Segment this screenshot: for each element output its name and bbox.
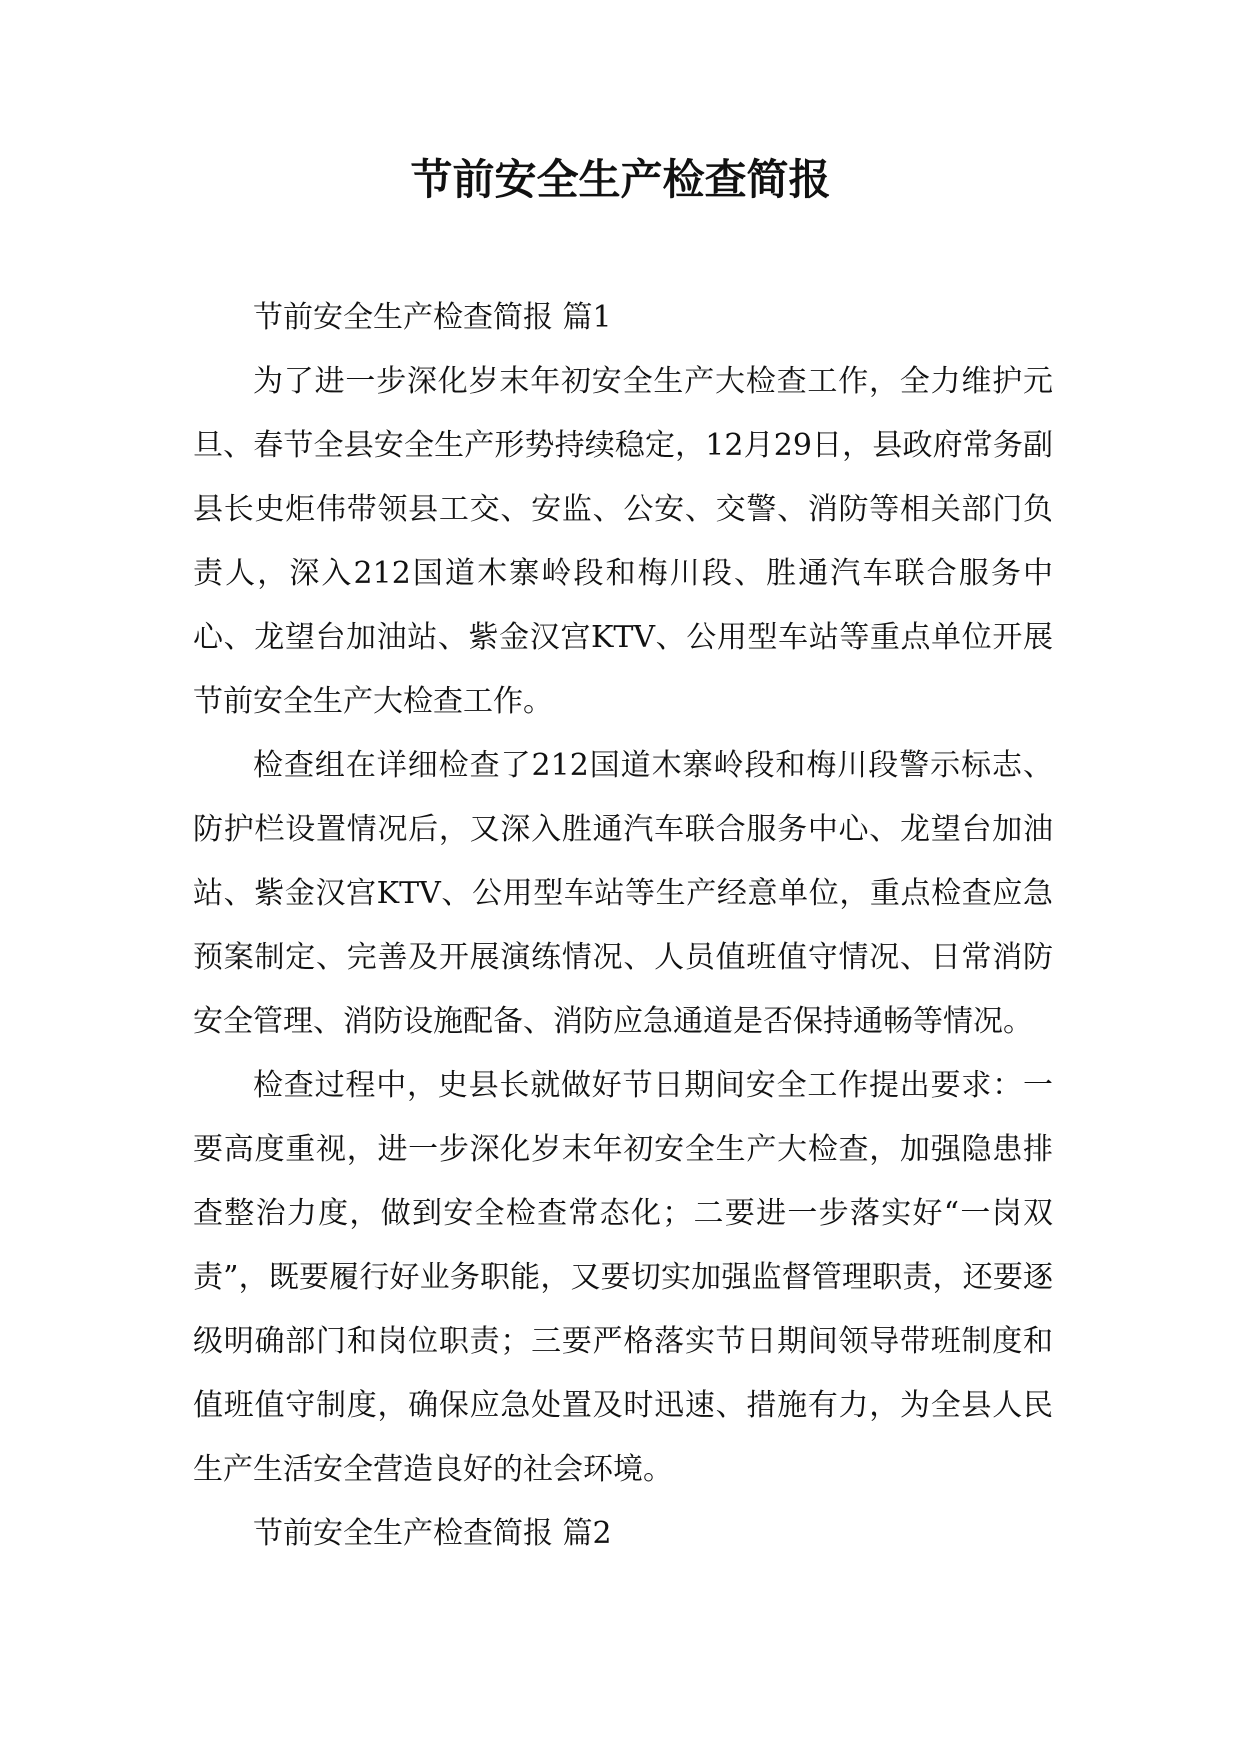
document-body bbox=[193, 286, 1053, 1566]
section-heading-1: 节前安全生产检查简报 篇1 bbox=[253, 300, 612, 335]
paragraph-3: 检查过程中，史县长就做好节日期间安全工作提出要求：一要高度重视，进一步深化岁末年初安全生产大检查，加强隐患排查整治力度，做到安全检查常态化；二要进一步落实好“一岗双责”，既要履行好业务职能，又要切实加强监督管理职责，还要逐级明确部门和岗位职责；三要严格落实节日期间领导带班制度和值班值守制度，确保应急处置及时迅速、措施有力，为全县人民生产生活安全营造良好的社会环境。 bbox=[193, 1068, 1053, 1487]
section-heading-2: 节前安全生产检查简报 篇2 bbox=[253, 1516, 612, 1551]
paragraph-2: 检查组在详细检查了212国道木寨岭段和梅川段警示标志、防护栏设置情况后，又深入胜通汽车联合服务中心、龙望台加油站、紫金汉宫KTV、公用型车站等生产经意单位，重点检查应急预案制定、完善及开展演练情况、人员值班值守情况、日常消防安全管理、消防设施配备、消防应急通道是否保持通畅等情况。 bbox=[193, 748, 1053, 1039]
document-title: 节前安全生产检查简报 bbox=[410, 155, 831, 204]
paragraph-1: 为了进一步深化岁末年初安全生产大检查工作，全力维护元旦、春节全县安全生产形势持续稳定，12月29日，县政府常务副县长史炬伟带领县工交、安监、公安、交警、消防等相关部门负责人，深入212国道木寨岭段和梅川段、胜通汽车联合服务中心、龙望台加油站、紫金汉宫KTV、公用型车站等重点单位开展节前安全生产大检查工作。 bbox=[193, 364, 1053, 719]
